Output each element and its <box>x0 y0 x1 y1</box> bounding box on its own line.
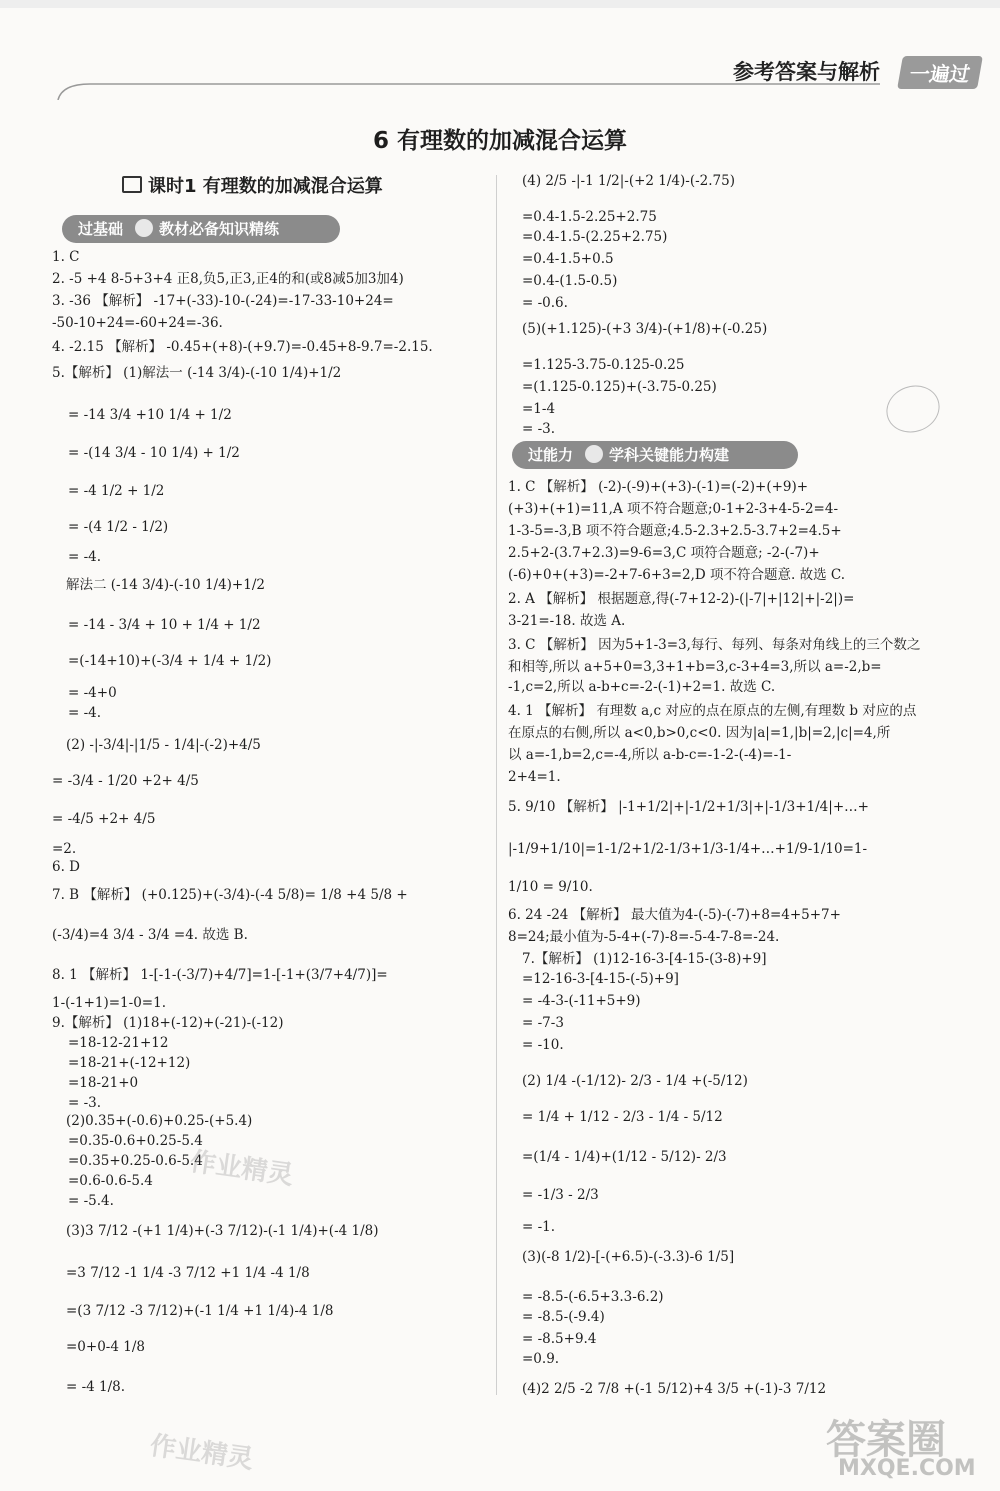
text-line: (3)(-8 1/2)-[-(+6.5)-(-3.3)-6 1/5] <box>522 1249 735 1265</box>
text-line: 3-21=-18. 故选 A. <box>508 613 626 629</box>
text-line: = -1/3 - 2/3 <box>522 1187 599 1203</box>
text-line: 1-3-5=-3,B 项不符合题意;4.5-2.3+2.5-3.7+2=4.5+ <box>508 523 842 539</box>
text-line: = -8.5+9.4 <box>522 1331 597 1347</box>
text-line: =(1/4 - 1/4)+(1/12 - 5/12)- 2/3 <box>522 1149 727 1165</box>
text-line: = 1/4 + 1/12 - 2/3 - 1/4 - 5/12 <box>522 1109 723 1125</box>
text-line: =18-21+0 <box>68 1075 139 1091</box>
notebook-icon <box>122 176 142 193</box>
text-line: =18-12-21+12 <box>68 1035 169 1051</box>
text-line: 7. B 【解析】 (+0.125)+(-3/4)-(-4 5/8)= 1/8 +4 5/8 + <box>52 887 408 903</box>
text-line: =18-21+(-12+12) <box>68 1055 191 1071</box>
text-line: 3. -36 【解析】 -17+(-33)-10-(-24)=-17-33-10+24= <box>52 293 394 309</box>
text-line: 2. A 【解析】 根据题意,得(-7+12-2)-(|-7|+|12|+|-2|)= <box>508 591 855 607</box>
medal-icon <box>585 445 603 463</box>
lesson-title <box>122 172 383 198</box>
text-line: 8. 1 【解析】 1-[-1-(-3/7)+4/7]=1-[-1+(3/7+4/7)]= <box>52 967 388 983</box>
text-line: = -4-3-(-11+5+9) <box>522 993 641 1009</box>
text-line: =0.4-1.5-2.25+2.75 <box>522 209 657 225</box>
text-line: = -3. <box>522 421 556 437</box>
text-line: = -10. <box>522 1037 564 1053</box>
text-line: =2. <box>52 841 77 857</box>
text-line: = -1. <box>522 1219 556 1235</box>
text-line: = -(4 1/2 - 1/2) <box>68 519 169 535</box>
text-line: =(1.125-0.125)+(-3.75-0.25) <box>522 379 717 395</box>
text-line: 9.【解析】 (1)18+(-12)+(-21)-(-12) <box>52 1015 284 1031</box>
text-line: =1.125-3.75-0.125-0.25 <box>522 357 685 373</box>
text-line: = -14 - 3/4 + 10 + 1/4 + 1/2 <box>68 617 261 633</box>
text-line: 5. 9/10 【解析】 |-1+1/2|+|-1/2+1/3|+|-1/3+1/4|+…+ <box>508 799 869 815</box>
header-title: 参考答案与解析 <box>733 60 880 84</box>
text-line: = -(14 3/4 - 10 1/4) + 1/2 <box>68 445 240 461</box>
lesson-title-text: 课时1 有理数的加减混合运算 <box>148 176 383 197</box>
text-line: 3. C 【解析】 因为5+1-3=3,每行、每列、每条对角线上的三个数之 <box>508 637 921 653</box>
text-line: 7.【解析】 (1)12-16-3-[4-15-(3-8)+9] <box>522 951 767 967</box>
text-line: =0.6-0.6-5.4 <box>68 1173 153 1189</box>
book-icon <box>135 219 153 237</box>
text-line: 6. D <box>52 859 80 875</box>
text-line: 4. -2.15 【解析】 -0.45+(+8)-(+9.7)=-0.45+8-9.7=-2.15. <box>52 339 433 355</box>
text-line: -50-10+24=-60+24=-36. <box>52 315 223 331</box>
text-line: = -7-3 <box>522 1015 564 1031</box>
text-line: (-6)+0+(+3)=-2+7-6+3=2,D 项不符合题意. 故选 C. <box>508 567 846 583</box>
text-line: 1. C 【解析】 (-2)-(-9)+(+3)-(-1)=(-2)+(+9)+ <box>508 479 809 495</box>
text-line: -1,c=2,所以 a-b+c=-2-(-1)+2=1. 故选 C. <box>508 679 776 695</box>
text-line: =12-16-3-[4-15-(-5)+9] <box>522 971 679 987</box>
logo: 一遍过 <box>897 56 983 89</box>
text-line: = -4+0 <box>68 685 117 701</box>
watermark-2: 作业精灵 <box>148 1430 256 1476</box>
text-line: = -4. <box>68 549 102 565</box>
text-line: (2) 1/4 -(-1/12)- 2/3 - 1/4 +(-5/12) <box>522 1073 748 1089</box>
text-line: 6. 24 -24 【解析】 最大值为4-(-5)-(-7)+8=4+5+7+ <box>508 907 841 923</box>
text-line: = -8.5-(-6.5+3.3-6.2) <box>522 1289 664 1305</box>
banner-basics-label: 过基础 <box>78 220 124 238</box>
text-line: (5)(+1.125)-(+3 3/4)-(+1/8)+(-0.25) <box>522 321 768 337</box>
text-line: =0.4-1.5-(2.25+2.75) <box>522 229 668 245</box>
text-line: (+3)+(+1)=11,A 项不符合题意;0-1+2-3+4-5-2=4- <box>508 501 839 517</box>
text-line: 在原点的右侧,所以 a<0,b>0,c<0. 因为|a|=1,|b|=2,|c|=4,所 <box>508 725 891 741</box>
text-line: 和相等,所以 a+5+0=3,3+1+b=3,c-3+4=3,所以 a=-2,b= <box>508 659 882 675</box>
text-line: 以 a=-1,b=2,c=-4,所以 a-b-c=-1-2-(-4)=-1- <box>508 747 792 763</box>
watermark-url: MXQE.COM <box>838 1456 976 1481</box>
text-line: = -4 1/2 + 1/2 <box>68 483 165 499</box>
section-title: 6 有理数的加减混合运算 <box>372 128 627 154</box>
text-line: (2)0.35+(-0.6)+0.25-(+5.4) <box>66 1113 253 1129</box>
text-line: =0.4-1.5+0.5 <box>522 251 614 267</box>
text-line: = -14 3/4 +10 1/4 + 1/2 <box>68 407 232 423</box>
text-line: = -4/5 +2+ 4/5 <box>52 811 156 827</box>
banner-basics-sub: 教材必备知识精练 <box>159 220 280 238</box>
text-line: =0.35+0.25-0.6-5.4 <box>68 1153 203 1169</box>
banner-basics <box>62 215 340 243</box>
header-bar <box>0 0 1000 92</box>
text-line: (3)3 7/12 -(+1 1/4)+(-3 7/12)-(-1 1/4)+(-4 1/8) <box>66 1223 379 1239</box>
text-line: (4)2 2/5 -2 7/8 +(-1 5/12)+4 3/5 +(-1)-3 7/12 <box>522 1381 827 1397</box>
watermark-1: 作业精灵 <box>188 1146 296 1192</box>
text-line: =0.9. <box>522 1351 560 1367</box>
text-line: 8=24;最小值为-5-4+(-7)-8=-5-4-7-8=-24. <box>508 929 780 945</box>
stamp <box>880 378 946 440</box>
text-line: 5.【解析】 (1)解法一 (-14 3/4)-(-10 1/4)+1/2 <box>52 365 342 381</box>
watermark-logo: 答案圈 <box>826 1417 946 1463</box>
text-line: 1-(-1+1)=1-0=1. <box>52 995 166 1011</box>
text-line: =0.4-(1.5-0.5) <box>522 273 618 289</box>
text-line: (2) -|-3/4|-|1/5 - 1/4|-(-2)+4/5 <box>66 737 261 753</box>
text-line: (-3/4)=4 3/4 - 3/4 =4. 故选 B. <box>52 927 248 943</box>
text-line: =(-14+10)+(-3/4 + 1/4 + 1/2) <box>68 653 272 669</box>
text-line: 2.5+2-(3.7+2.3)=9-6=3,C 项符合题意; -2-(-7)+ <box>508 545 820 561</box>
banner-ability <box>512 441 798 469</box>
text-line: (4) 2/5 -|-1 1/2|-(+2 1/4)-(-2.75) <box>522 173 735 189</box>
text-line: 2+4=1. <box>508 769 561 785</box>
text-line: |-1/9+1/10|=1-1/2+1/2-1/3+1/3-1/4+…+1/9-1/10=1- <box>508 841 868 857</box>
text-line: = -5.4. <box>68 1193 114 1209</box>
text-line: 4. 1 【解析】 有理数 a,c 对应的点在原点的左侧,有理数 b 对应的点 <box>508 703 917 719</box>
column-divider <box>496 175 497 1395</box>
text-line: = -4 1/8. <box>66 1379 126 1395</box>
text-line: 解法二 (-14 3/4)-(-10 1/4)+1/2 <box>66 577 265 593</box>
text-line: 1. C <box>52 249 80 265</box>
text-line: 2. -5 +4 8-5+3+4 正8,负5,正3,正4的和(或8减5加3加4) <box>52 271 404 287</box>
banner-ability-label: 过能力 <box>528 446 574 464</box>
text-line: 1/10 = 9/10. <box>508 879 593 895</box>
text-line: = -0.6. <box>522 295 568 311</box>
text-line: = -4. <box>68 705 102 721</box>
text-line: = -3/4 - 1/20 +2+ 4/5 <box>52 773 199 789</box>
text-line: =(3 7/12 -3 7/12)+(-1 1/4 +1 1/4)-4 1/8 <box>66 1303 334 1319</box>
text-line: =0.35-0.6+0.25-5.4 <box>68 1133 203 1149</box>
text-line: = -8.5-(-9.4) <box>522 1309 605 1325</box>
text-line: =3 7/12 -1 1/4 -3 7/12 +1 1/4 -4 1/8 <box>66 1265 310 1281</box>
banner-ability-sub: 学科关键能力构建 <box>609 446 730 464</box>
text-line: =0+0-4 1/8 <box>66 1339 145 1355</box>
text-line: = -3. <box>68 1095 102 1111</box>
text-line: =1-4 <box>522 401 556 417</box>
